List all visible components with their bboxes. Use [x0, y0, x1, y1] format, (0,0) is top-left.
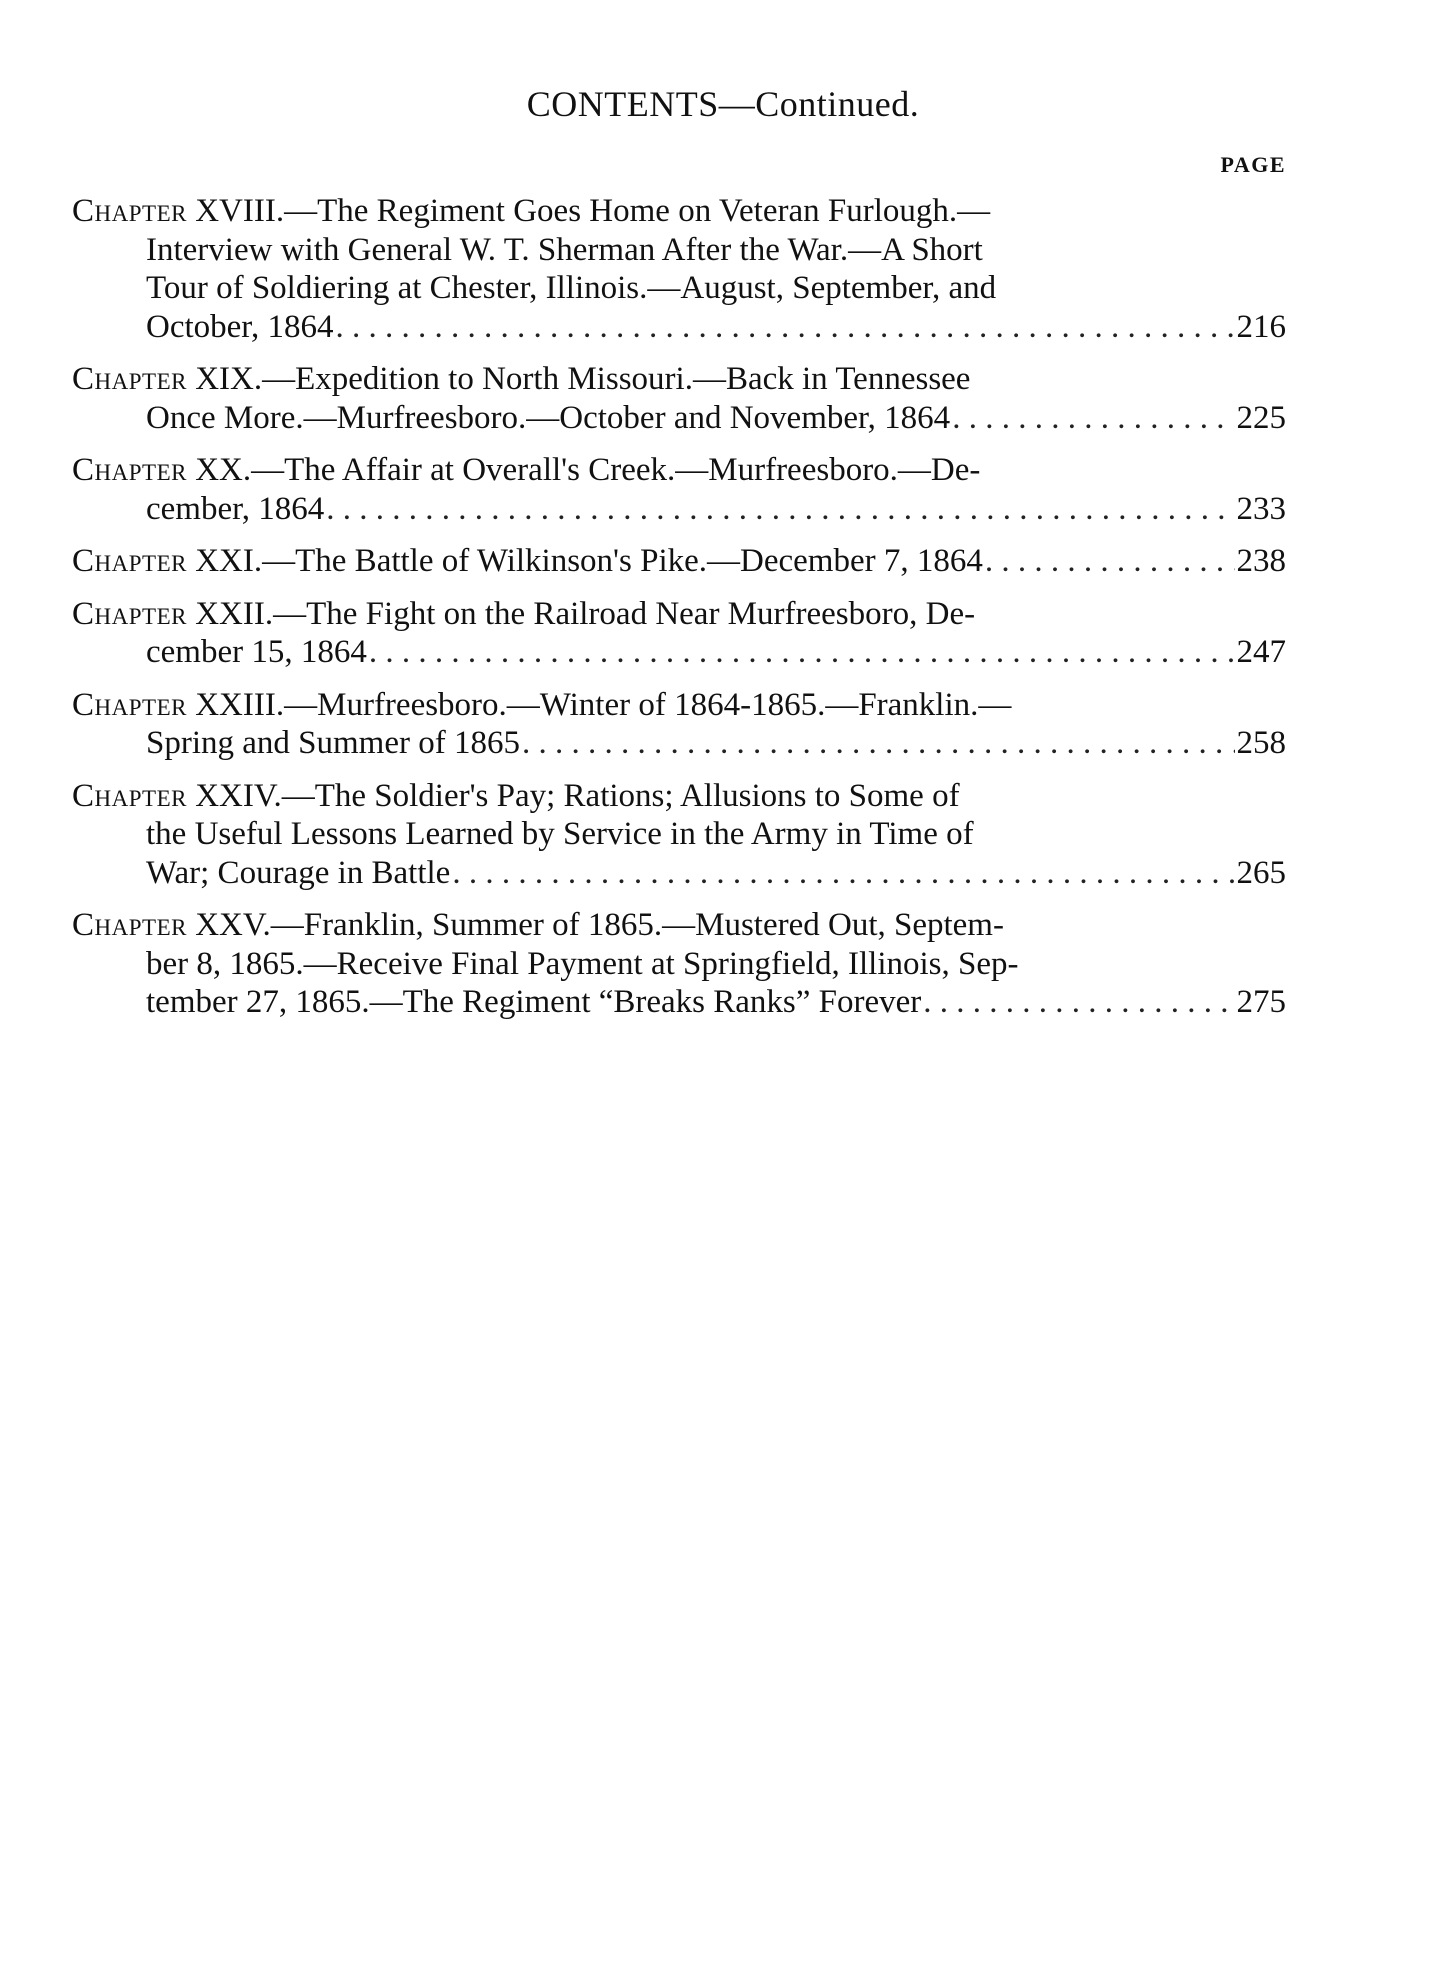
chapter-label: Chapter	[72, 452, 187, 488]
chapter-title-line: War; Courage in Battle	[146, 854, 451, 891]
chapter-label: Chapter	[72, 543, 187, 579]
chapter-title-line: cember, 1864	[146, 490, 325, 527]
toc-entry-chapter-xxii[interactable]	[72, 595, 1286, 672]
dot-leader	[923, 983, 1234, 1022]
page-number: 233	[1236, 490, 1286, 527]
chapter-numeral: XXV.	[195, 907, 271, 943]
page-number: 225	[1236, 399, 1286, 436]
chapter-title-line: Once More.—Murfreesboro.—October and November, 1864	[146, 399, 951, 436]
chapter-label: Chapter	[72, 595, 187, 632]
page-column-label: PAGE	[1220, 152, 1286, 177]
chapter-numeral: XXIII.	[195, 686, 285, 723]
toc-entry-chapter-xxiii[interactable]	[72, 686, 1286, 763]
chapter-title-line: October, 1864	[146, 308, 334, 345]
chapter-numeral: XVIII.	[195, 193, 285, 229]
chapter-title-line: the Useful Lessons Learned by Service in the Army in Time of	[146, 816, 974, 852]
toc-entry-chapter-xix[interactable]	[72, 360, 1286, 437]
chapter-numeral: XIX.	[195, 361, 263, 397]
dot-leader	[335, 308, 1234, 347]
chapter-label: Chapter	[72, 193, 187, 229]
page-number: 265	[1236, 854, 1286, 891]
chapter-title-line: —Franklin, Summer of 1865.—Mustered Out, Septem-	[270, 907, 1004, 943]
toc-entry-chapter-xx[interactable]	[72, 451, 1286, 528]
page-number: 275	[1236, 984, 1286, 1020]
page-number: 216	[1236, 308, 1286, 345]
chapter-numeral: XXI.	[195, 543, 263, 579]
toc-entry-chapter-xxi[interactable]	[72, 542, 1286, 581]
chapter-label: Chapter	[72, 686, 187, 723]
chapter-title-line: —Expedition to North Missouri.—Back in Tennessee	[262, 361, 971, 397]
chapter-title-line: Spring and Summer of 1865	[146, 725, 520, 761]
page-title: CONTENTS—Continued.	[526, 84, 920, 124]
chapter-title-line: —The Battle of Wilkinson's Pike.—December 7, 1864	[262, 543, 983, 579]
chapter-title-line: cember 15, 1864	[146, 634, 367, 670]
dot-leader	[985, 542, 1235, 581]
page-number: 238	[1236, 543, 1286, 579]
chapter-numeral: XXII.	[195, 595, 274, 632]
chapter-label: Chapter	[72, 777, 187, 814]
toc-entry-chapter-xxiv[interactable]	[72, 777, 1286, 893]
chapter-title-line: —The Fight on the Railroad Near Murfreesboro, De-	[273, 595, 976, 632]
chapter-label: Chapter	[72, 907, 187, 943]
dot-leader	[522, 724, 1235, 763]
page-number: 258	[1236, 725, 1286, 761]
dot-leader	[952, 399, 1234, 438]
chapter-title-line: tember 27, 1865.—The Regiment “Breaks Ranks” Forever	[146, 984, 922, 1020]
dot-leader	[369, 633, 1235, 672]
chapter-title-line: ber 8, 1865.—Receive Final Payment at Springfield, Illinois, Sep-	[146, 945, 1019, 982]
table-of-contents	[72, 192, 1286, 1036]
dot-leader	[452, 854, 1234, 893]
chapter-title-line: —The Soldier's Pay; Rations; Allusions to Some of	[281, 777, 960, 814]
dot-leader	[326, 490, 1234, 529]
chapter-title-line: Interview with General W. T. Sherman After the War.—A Short	[146, 231, 983, 268]
toc-entry-chapter-xxv[interactable]	[72, 906, 1286, 1022]
chapter-label: Chapter	[72, 361, 187, 397]
chapter-numeral: XX.	[195, 452, 252, 488]
toc-entry-chapter-xviii[interactable]	[72, 192, 1286, 346]
chapter-title-line: —The Regiment Goes Home on Veteran Furlough.—	[284, 193, 991, 229]
chapter-numeral: XXIV.	[195, 777, 282, 814]
chapter-title-line: Tour of Soldiering at Chester, Illinois.—August, September, and	[146, 270, 997, 306]
chapter-title-line: —The Affair at Overall's Creek.—Murfreesboro.—De-	[251, 452, 981, 488]
chapter-title-line: —Murfreesboro.—Winter of 1864-1865.—Franklin.—	[284, 686, 1012, 723]
page-number: 247	[1236, 634, 1286, 670]
